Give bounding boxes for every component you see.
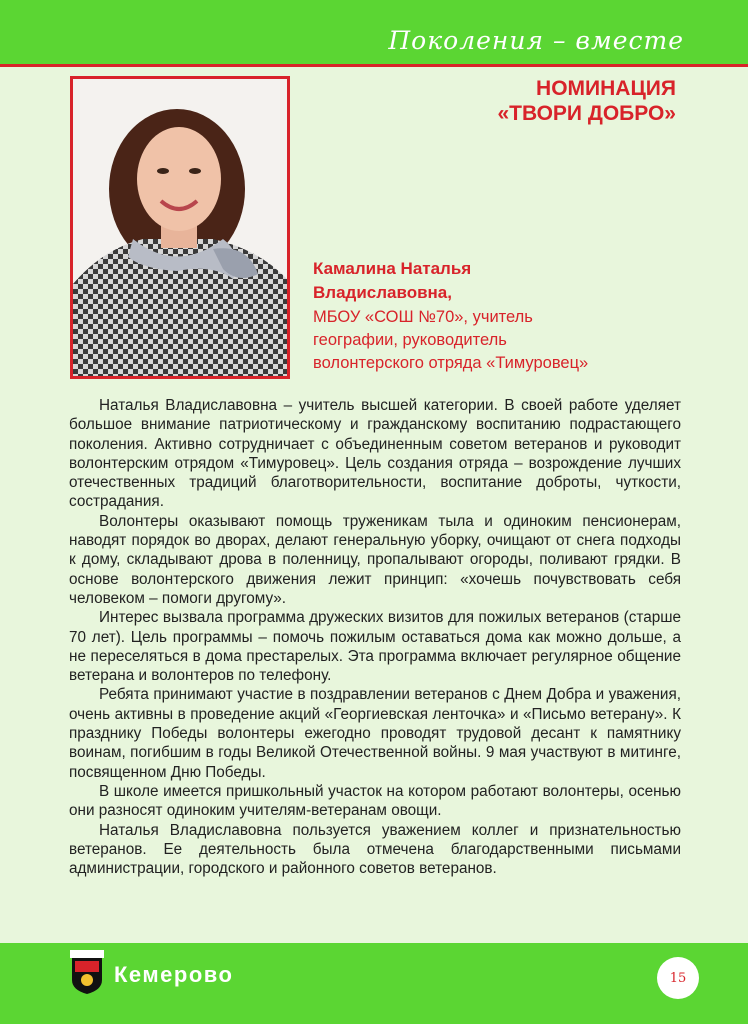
nomination-line-1: НОМИНАЦИЯ bbox=[536, 77, 676, 100]
person-role-line-2: географии, руководитель bbox=[313, 331, 507, 349]
person-name-line-1: Камалина Наталья bbox=[313, 259, 472, 278]
header-title: Поколения – вместе bbox=[388, 26, 684, 55]
person-name-line-2: Владиславовна, bbox=[313, 283, 452, 302]
city-emblem-icon bbox=[70, 950, 104, 994]
biography-text bbox=[69, 396, 681, 878]
header-divider bbox=[0, 64, 748, 67]
portrait-frame bbox=[70, 76, 290, 379]
footer-band bbox=[0, 943, 748, 1024]
nomination-line-2: «ТВОРИ ДОБРО» bbox=[497, 102, 676, 125]
page-number: 15 bbox=[657, 957, 699, 999]
bio-paragraph: Ребята принимают участие в поздравлении ветеранов с Днем Добра и уважения, очень активны в проведение акций «Георгиевская ленточка» и «Письмо ветерану». К празднику Победы волонтеры ежегодно проводят трудовой десант к памятнику воинам, погибшим в годы Великой Отечественной войны. 9 мая участвуют в митинге, посвященном Дню Победы. bbox=[69, 686, 681, 781]
bio-paragraph: Наталья Владиславовна – учитель высшей категории. В своей работе уделяет большое внимание патриотическому и гражданскому воспитанию подрастающего поколения. Активно сотрудничает с объединенным советом ветеранов и руководит волонтерским отрядом «Тимуровец». Цель создания отряда – возрождение лучших отечественных традиций благотворительности, воспитание доброты, чуткости, сострадания. bbox=[69, 397, 681, 511]
nomination-heading bbox=[497, 76, 676, 126]
bio-paragraph: Волонтеры оказывают помощь труженикам тыла и одиноким пенсионерам, наводят порядок во дворах, делают генеральную уборку, очищают от снега подходы к дому, складывают дрова в поленницу, пропалывают огороды, поливают грядки. В основе волонтерского движения лежит принцип: «хочешь почувствовать себя человеком – помоги другому». bbox=[69, 512, 681, 607]
city-name: Кемерово bbox=[114, 962, 234, 987]
portrait-photo bbox=[73, 79, 287, 376]
bio-paragraph: Наталья Владиславовна пользуется уважением коллег и признательностью ветеранов. Ее деятельность была отмечена благодарственными письмами администрации, городского и районного советов ветеранов. bbox=[69, 821, 681, 878]
person-name bbox=[313, 257, 471, 305]
portrait-illustration bbox=[73, 79, 287, 376]
person-role bbox=[313, 306, 683, 375]
bio-paragraph: Интерес вызвала программа дружеских визитов для пожилых ветеранов (старше 70 лет). Цель программы – помочь пожилым оставаться дома как можно дольше, а не переселяться в дома престарелых. Эта программа включает регулярное общение ветерана и волонтеров по телефону. bbox=[69, 609, 681, 685]
header-band bbox=[0, 0, 748, 64]
bio-paragraph: В школе имеется пришкольный участок на котором работают волонтеры, осенью они разносят одиноким учителям-ветеранам овощи. bbox=[69, 782, 681, 820]
person-role-line-3: волонтерского отряда «Тимуровец» bbox=[313, 354, 589, 372]
person-role-line-1: МБОУ «СОШ №70», учитель bbox=[313, 308, 533, 326]
